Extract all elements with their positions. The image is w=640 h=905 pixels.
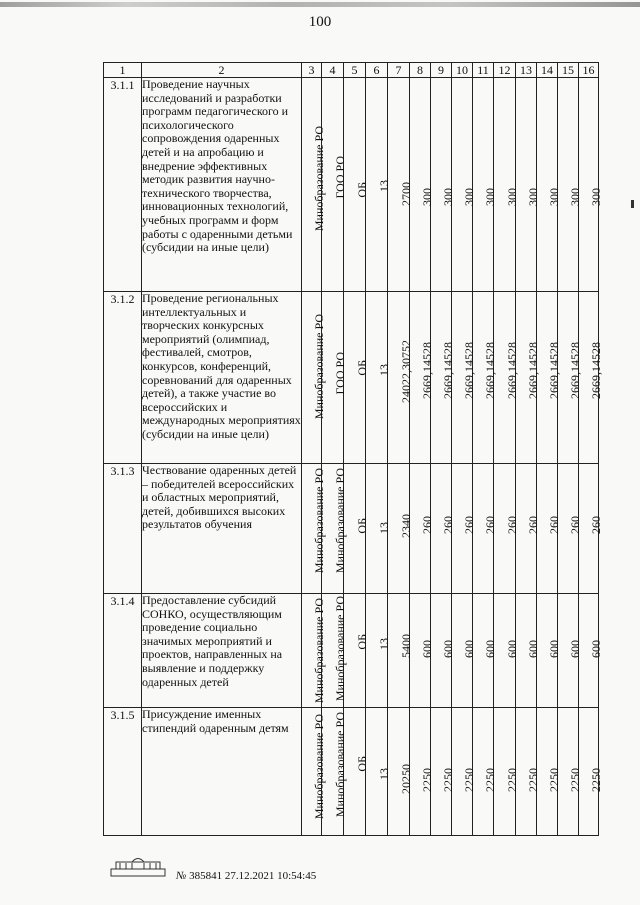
code-cell: 13 [376, 364, 391, 376]
table-row [104, 78, 599, 292]
row-number: 3.1.5 [104, 708, 142, 836]
year-value: 600 [441, 640, 455, 658]
header-cell: 10 [452, 63, 473, 78]
year-value: 260 [568, 516, 582, 534]
row-description: Проведение региональных интеллектуальных и творческих конкурсных мероприятий (олимпиад, фестивалей, смотров, конкурсов, конференций, соревнований для одаренных детей), а также участие во всероссийских и международных мероприятиях (субсидии на иные цели) [142, 292, 302, 464]
year-value: 260 [441, 516, 455, 534]
total-cell: 20250 [398, 764, 413, 794]
year-value: 260 [462, 516, 476, 534]
year-value: 2250 [526, 768, 540, 792]
stamp-mark: № [176, 870, 187, 882]
header-cell: 13 [516, 63, 537, 78]
year-value: 2669,14528 [547, 342, 561, 399]
header-cell: 16 [579, 63, 599, 78]
source-cell: ОБ [354, 634, 369, 650]
executor-cell: Минобразование РО [311, 314, 326, 420]
year-value: 2669,14528 [483, 342, 497, 399]
year-value: 260 [526, 516, 540, 534]
participant-cell: ГОО РО [332, 352, 347, 395]
year-value: 260 [504, 516, 519, 534]
row-description: Предоставление субсидий СОНКО, осуществляющим проведение социально значимых мероприятий и проектов, направленных на выявление и поддержку одаренных детей [142, 594, 302, 708]
table-row [104, 464, 599, 594]
source-cell: ОБ [354, 518, 369, 534]
code-cell: 13 [376, 768, 391, 780]
year-value: 600 [547, 640, 561, 658]
year-value: 300 [526, 188, 540, 206]
year-value: 600 [568, 640, 582, 658]
year-value: 2250 [420, 768, 434, 792]
total-cell: 24022,30752 [398, 340, 413, 403]
year-value: 260 [483, 516, 497, 534]
participant-cell: Минобразование РО [332, 468, 347, 574]
row-number: 3.1.3 [104, 464, 142, 594]
executor-cell: Минобразование РО [311, 714, 326, 820]
year-value: 2669,14528 [441, 342, 455, 399]
header-cell: 4 [322, 63, 344, 78]
header-cell: 12 [494, 63, 516, 78]
total-cell: 5400 [398, 634, 413, 658]
source-cell: ОБ [354, 182, 369, 198]
participant-cell: Минобразование РО [332, 596, 347, 702]
row-number: 3.1.4 [104, 594, 142, 708]
year-value: 2250 [547, 768, 561, 792]
code-cell: 13 [376, 522, 391, 534]
source-cell: ОБ [354, 360, 369, 376]
year-value: 300 [568, 188, 582, 206]
year-value: 600 [462, 640, 476, 658]
header-cell: 2 [142, 63, 302, 78]
executor-cell: Минобразование РО [311, 598, 326, 704]
year-value: 260 [420, 516, 434, 534]
header-cell: 3 [302, 63, 322, 78]
registry-logo [110, 855, 166, 877]
row-description: Чествование одаренных детей – победителей всероссийских и областных мероприятий, детей, добившихся высоких результатов обучения [142, 464, 302, 594]
year-value: 600 [504, 640, 519, 658]
code-cell: 13 [376, 180, 391, 192]
participant-cell: ГОО РО [332, 156, 347, 199]
executor-cell: Минобразование РО [311, 468, 326, 574]
row-number: 3.1.2 [104, 292, 142, 464]
year-value: 300 [588, 188, 603, 206]
budget-table [103, 62, 603, 836]
year-value: 300 [441, 188, 455, 206]
row-description: Присуждение именных стипендий одаренным детям [142, 708, 302, 836]
year-value: 2669,14528 [526, 342, 540, 399]
stamp-text: 385841 27.12.2021 10:54:45 [189, 870, 317, 882]
year-value: 300 [504, 188, 519, 206]
code-cell: 13 [376, 638, 391, 650]
year-value: 300 [420, 188, 434, 206]
registration-stamp [176, 870, 316, 882]
year-value: 2250 [462, 768, 476, 792]
year-value: 2250 [441, 768, 455, 792]
year-value: 2669,14528 [504, 342, 519, 399]
header-cell: 9 [431, 63, 452, 78]
header-cell: 1 [104, 63, 142, 78]
year-value: 600 [483, 640, 497, 658]
year-value: 600 [526, 640, 540, 658]
year-value: 2669,14528 [462, 342, 476, 399]
year-value: 600 [420, 640, 434, 658]
scan-edge-line [0, 2, 640, 7]
page-number: 100 [308, 14, 332, 30]
total-cell: 2700 [398, 182, 413, 206]
row-number: 3.1.1 [104, 78, 142, 292]
year-value: 260 [588, 516, 603, 534]
year-value: 300 [462, 188, 476, 206]
header-cell: 6 [366, 63, 388, 78]
total-cell: 2340 [398, 514, 413, 538]
document-footer [110, 855, 370, 885]
year-value: 600 [588, 640, 603, 658]
table-row [104, 708, 599, 836]
participant-cell: Минобразование РО [332, 712, 347, 818]
header-cell: 5 [344, 63, 366, 78]
year-value: 260 [547, 516, 561, 534]
row-description: Проведение научных исследований и разработки программ педагогического и психологического сопровождения одаренных детей и на апробацию и внедрение эффективных методик развития научно-технического творчества, инновационных технологий, учебных программ и форм работы с одаренными детьми (субсидии на иные цели) [142, 78, 302, 292]
header-cell: 11 [473, 63, 494, 78]
header-cell: 15 [558, 63, 579, 78]
year-value: 300 [547, 188, 561, 206]
header-cell: 7 [388, 63, 410, 78]
year-value: 300 [483, 188, 497, 206]
header-cell: 14 [537, 63, 558, 78]
year-value: 2250 [588, 768, 603, 792]
header-cell: 8 [410, 63, 431, 78]
year-value: 2669,14528 [588, 342, 603, 399]
table-row [104, 594, 599, 708]
executor-cell: Минобразование РО [311, 126, 326, 232]
year-value: 2250 [504, 768, 519, 792]
year-value: 2250 [483, 768, 497, 792]
source-cell: ОБ [354, 756, 369, 772]
year-value: 2250 [568, 768, 582, 792]
table-row [104, 292, 599, 464]
scan-margin-mark [631, 200, 634, 208]
year-value: 2669,14528 [568, 342, 582, 399]
table-header-row [104, 63, 599, 78]
year-value: 2669,14528 [420, 342, 434, 399]
